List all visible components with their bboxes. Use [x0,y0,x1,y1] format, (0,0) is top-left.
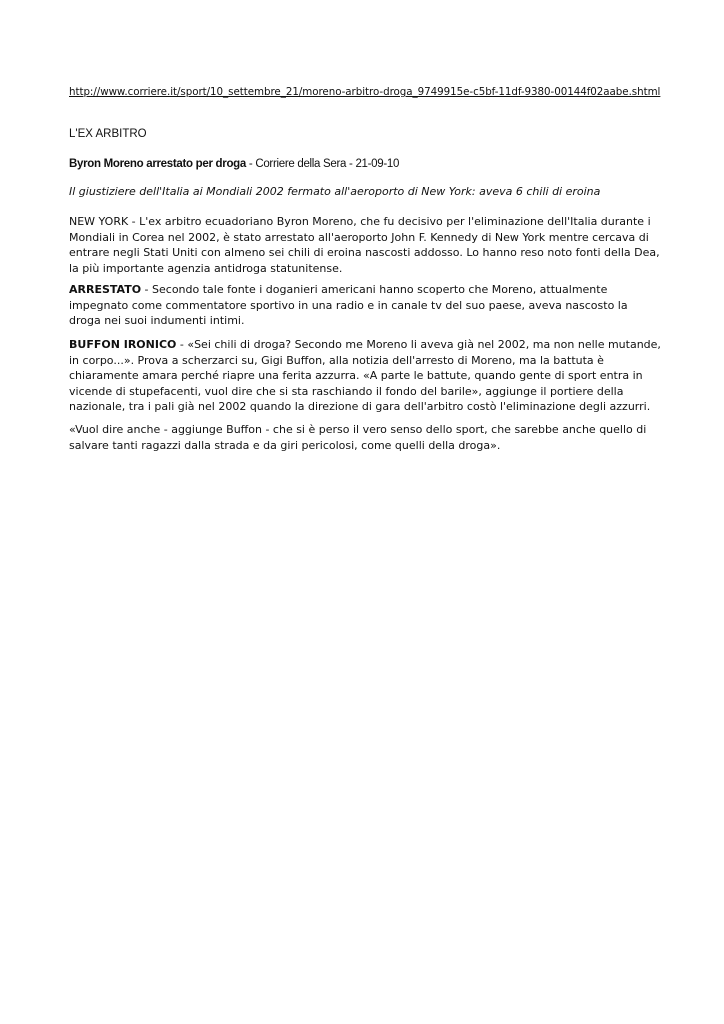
paragraph-lead: BUFFON IRONICO [69,338,177,351]
paragraph-text: NEW YORK - L'ex arbitro ecuadoriano Byron Moreno, che fu decisivo per l'eliminazione dell'Italia durante i Mondiali in Corea nel 2002, è stato arrestato all'aeroporto John F. Kennedy di New York mentre cercava di entrare negli Stati Uniti con almeno sei chili di eroina nascosti addosso. Lo hanno reso noto fonti della Dea, la più importante agenzia antidroga statunitense. [69,215,660,275]
paragraph-text: - Secondo tale fonte i doganieri americani hanno scoperto che Moreno, attualmente impegnato come commentatore sportivo in una radio e in canale tv del suo paese, aveva nascosto la droga nei suoi indumenti intimi. [69,283,628,328]
source-url-link[interactable]: http://www.corriere.it/sport/10_settembre_21/moreno-arbitro-droga_9749915e-c5bf-11df-9380-00144f02aabe.shtml [69,86,661,98]
headline [69,158,399,170]
paragraph-text: - «Sei chili di droga? Secondo me Moreno li aveva già nel 2002, ma non nelle mutande, in corpo...». Prova a scherzarci su, Gigi Buffon, alla notizia dell'arresto di Moreno, ma la battuta è chiaramente amara perché riapre una ferita azzurra. «A parte le battute, quando gente di sport entra in vicende di stupefacenti, vuol dire che si sta raschiando il fondo del barile», aggiunge il portiere della nazionale, tra i pali già nel 2002 quando la direzione di gara dell'arbitro costò l'eliminazione degli azzurri. [69,338,661,414]
subtitle: Il giustiziere dell'Italia ai Mondiali 2002 fermato all'aeroporto di New York: aveva 6 chili di eroina [69,185,601,198]
headline-source: - Corriere della Sera - 21-09-10 [246,158,400,170]
paragraph-arrestato [69,282,661,329]
paragraph-buffon [69,337,661,415]
paragraph-closing [69,422,661,453]
paragraph-text: «Vuol dire anche - aggiunge Buffon - che si è perso il vero senso dello sport, che sarebbe anche quello di salvare tanti ragazzi dalla strada e da giri pericolosi, come quelli della droga». [69,423,647,452]
paragraph-intro [69,214,661,276]
section-label: L'EX ARBITRO [69,128,147,140]
headline-title: Byron Moreno arrestato per droga [69,158,246,170]
paragraph-lead: ARRESTATO [69,283,142,296]
